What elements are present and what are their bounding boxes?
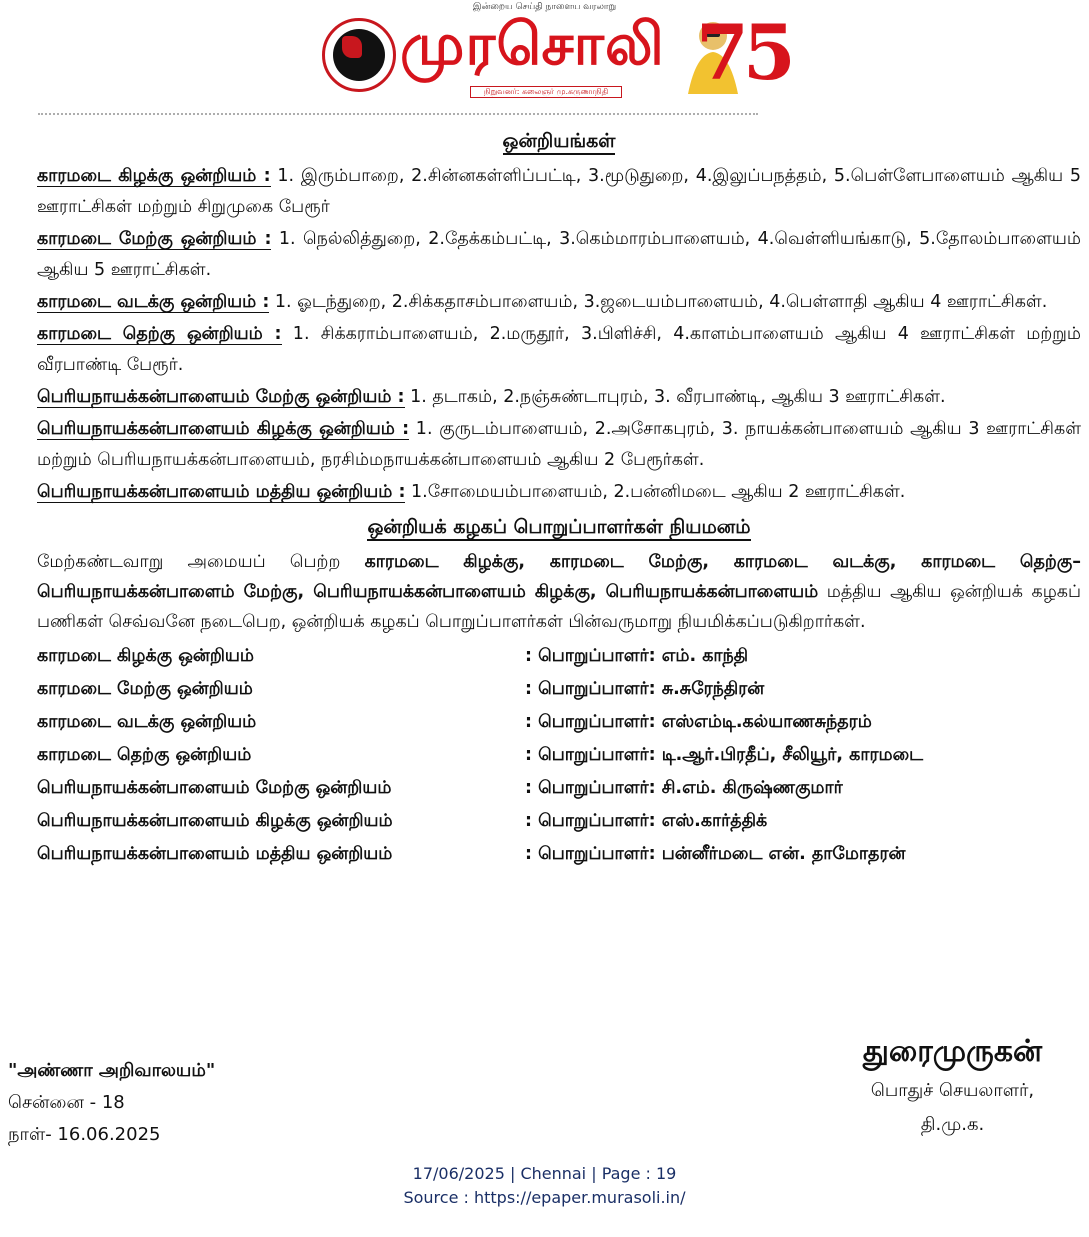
assignment-row xyxy=(37,772,1081,805)
footer-edition-info: 17/06/2025 | Chennai | Page : 19 xyxy=(412,1164,677,1183)
office-city: சென்னை - 18 xyxy=(8,1092,125,1113)
union-label: காரமடை மேற்கு ஒன்றியம் : xyxy=(37,229,272,249)
union-label: காரமடை வடக்கு ஒன்றியம் : xyxy=(37,292,270,312)
intro-text-b: மத்திய ஆகிய ஒன்றியக் கழகப் பணிகள் செவ்வனே நடைபெற, ஒன்றியக் கழகப் பொறுப்பாளர்கள் பின்வருமாறு நியமிக்கப்படுகிறார்கள். xyxy=(37,582,1081,632)
assignment-row xyxy=(37,673,1081,706)
union-text: 1. சிக்கராம்பாளையம், 2.மருதூர், 3.பிளிச்சி, 4.காளம்பாளையம் ஆகிய 4 ஊராட்சிகள் மற்றும் வீரபாண்டி பேரூர். xyxy=(37,324,1081,375)
union-paragraph xyxy=(37,319,1081,381)
article-body xyxy=(37,130,1081,871)
assignment-union: காரமடை கிழக்கு ஒன்றியம் xyxy=(37,646,254,666)
footer-source-link[interactable]: Source : https://epaper.murasoli.in/ xyxy=(403,1188,686,1207)
assignment-union: பெரியநாயக்கன்பாளையம் மேற்கு ஒன்றியம் xyxy=(37,778,392,798)
assignment-row xyxy=(37,640,1081,673)
masthead xyxy=(0,0,1089,110)
assignment-union: காரமடை தெற்கு ஒன்றியம் xyxy=(37,745,252,765)
signoff-signatory xyxy=(820,1030,1085,1142)
assignment-person: : பொறுப்பாளர்: எஸ்.கார்த்திக் xyxy=(525,811,768,831)
anniversary-number: 75 xyxy=(696,8,790,97)
section-heading-appointments: ஒன்றியக் கழகப் பொறுப்பாளர்கள் நியமனம் xyxy=(37,516,1081,541)
assignment-person: : பொறுப்பாளர்: எம். காந்தி xyxy=(525,646,749,666)
union-paragraph xyxy=(37,287,1081,318)
assignment-row xyxy=(37,706,1081,739)
union-paragraph xyxy=(37,477,1081,508)
assignment-person: : பொறுப்பாளர்: எஸ்எம்டி.கல்யாணசுந்தரம் xyxy=(525,712,872,732)
party-seal-logo xyxy=(322,18,396,92)
assignments-list xyxy=(37,640,1081,871)
union-paragraph xyxy=(37,414,1081,476)
brand-subtitle: நிறுவனர்: கலைஞர் மு.கருணாநிதி xyxy=(470,86,622,98)
union-label: காரமடை கிழக்கு ஒன்றியம் : xyxy=(37,166,271,186)
union-text: 1. தடாகம், 2.நஞ்சுண்டாபுரம், 3. வீரபாண்டி, ஆகிய 3 ஊராட்சிகள். xyxy=(404,387,946,407)
union-paragraph xyxy=(37,382,1081,413)
union-label: காரமடை தெற்கு ஒன்றியம் : xyxy=(37,324,282,344)
cropped-text-remnant xyxy=(38,113,758,123)
signatory-title: பொதுச் செயலாளர், xyxy=(870,1080,1035,1101)
signoff-location xyxy=(8,1055,215,1151)
intro-text-bold: காரமடை கிழக்கு, காரமடை மேற்கு, காரமடை வடக்கு, காரமடை தெற்கு– பெரியநாயக்கன்பாளைம் மேற்கு, பெரியநாயக்கன்பாளையம் கிழக்கு, பெரியநாயக்கன்பாளையம் xyxy=(37,552,1081,602)
union-text: 1. ஓடந்துறை, 2.சிக்கதாசம்பாளையம், 3.ஜடையம்பாளையம், 4.பெள்ளாதி ஆகிய 4 ஊராட்சிகள். xyxy=(269,292,1048,312)
union-label: பெரியநாயக்கன்பாளையம் மத்திய ஒன்றியம் : xyxy=(37,482,406,502)
union-label: பெரியநாயக்கன்பாளையம் கிழக்கு ஒன்றியம் : xyxy=(37,419,410,439)
union-text: 1. இரும்பாறை, 2.சின்னகள்ளிப்பட்டி, 3.மூடுதுறை, 4.இலுப்பநத்தம், 5.பெள்ளேபாளையம் ஆகிய 5 ஊராட்சிகள் மற்றும் சிறுமுகை பேரூர் xyxy=(37,166,1081,217)
union-paragraph xyxy=(37,224,1081,286)
assignment-row xyxy=(37,739,1081,772)
signoff-date: நாள்- 16.06.2025 xyxy=(8,1124,161,1145)
assignment-person: : பொறுப்பாளர்: பன்னீர்மடை என். தாமோதரன் xyxy=(525,844,906,864)
masthead-tagline: இன்றைய செய்தி நாளைய வரலாறு xyxy=(472,2,617,12)
intro-text-a: மேற்கண்டவாறு அமையப் பெற்ற xyxy=(37,552,365,572)
union-paragraph xyxy=(37,161,1081,223)
assignment-union: காரமடை வடக்கு ஒன்றியம் xyxy=(37,712,257,732)
union-text: 1. நெல்லித்துறை, 2.தேக்கம்பட்டி, 3.கெம்மாரம்பாளையம், 4.வெள்ளியங்காடு, 5.தோலம்பாளையம் ஆகிய 5 ஊராட்சிகள். xyxy=(37,229,1081,280)
office-name: "அண்ணா அறிவாலயம்" xyxy=(8,1060,216,1081)
union-label: பெரியநாயக்கன்பாளையம் மேற்கு ஒன்றியம் : xyxy=(37,387,405,407)
page-footer xyxy=(0,1162,1089,1210)
appointment-intro xyxy=(37,547,1081,637)
assignment-row xyxy=(37,805,1081,838)
assignment-union: பெரியநாயக்கன்பாளையம் கிழக்கு ஒன்றியம் xyxy=(37,811,393,831)
assignment-union: காரமடை மேற்கு ஒன்றியம் xyxy=(37,679,253,699)
union-text: 1.சோமையம்பாளையம், 2.பன்னிமடை ஆகிய 2 ஊராட்சிகள். xyxy=(405,482,906,502)
assignment-person: : பொறுப்பாளர்: சி.எம். கிருஷ்ணகுமார் xyxy=(525,778,843,798)
section-heading-unions: ஒன்றியங்கள் xyxy=(37,130,1081,155)
assignment-person: : பொறுப்பாளர்: சு.சுரேந்திரன் xyxy=(525,679,765,699)
assignment-union: பெரியநாயக்கன்பாளையம் மத்திய ஒன்றியம் xyxy=(37,844,393,864)
brand-logo: முரசொலி xyxy=(400,10,665,78)
assignment-person: : பொறுப்பாளர்: டி.ஆர்.பிரதீப், சீலியூர், காரமடை xyxy=(525,745,924,765)
signatory-name: துரைமுருகன் xyxy=(862,1034,1043,1069)
signatory-party: தி.மு.க. xyxy=(920,1114,985,1135)
union-text: 1. குருடம்பாளையம், 2.அசோகபுரம், 3. நாயக்கன்பாளையம் ஆகிய 3 ஊராட்சிகள் மற்றும் பெரியநாயக்கன்பாளையம், நரசிம்மநாயக்கன்பாளையம் ஆகிய 2 பேரூர்கள். xyxy=(37,419,1081,470)
assignment-row xyxy=(37,838,1081,871)
seal-emblem-icon xyxy=(342,36,362,58)
unions-list xyxy=(37,161,1081,508)
